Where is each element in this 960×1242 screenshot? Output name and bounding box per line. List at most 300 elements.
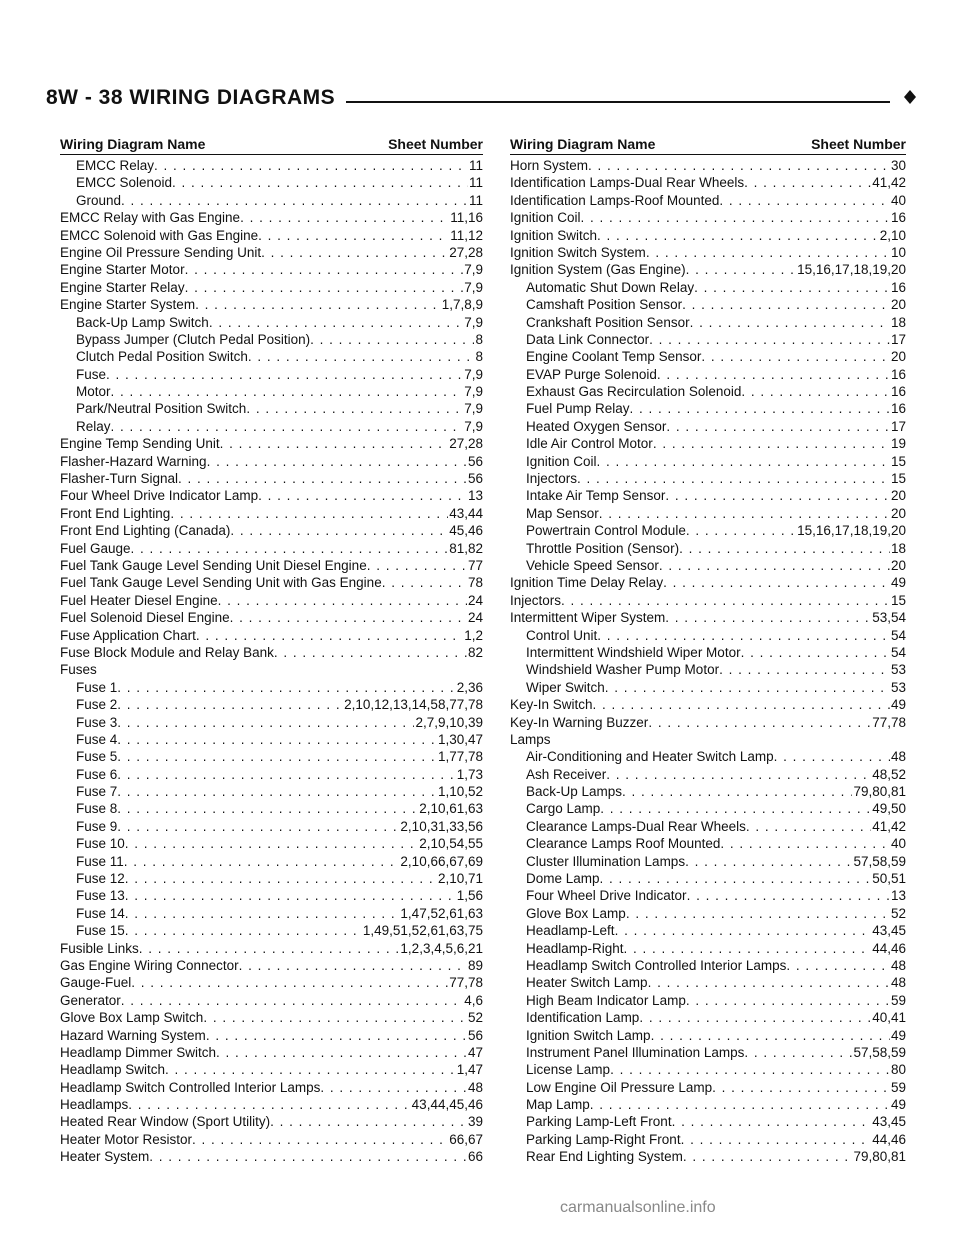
entry-name: Identification Lamps-Roof Mounted — [510, 192, 720, 208]
entry-sheet-numbers: 81,82 — [449, 540, 483, 556]
entry-sheet-numbers: 41,42 — [872, 175, 906, 191]
entry-name: Engine Starter Motor — [60, 262, 185, 278]
entry-name: Fuse 3 — [76, 714, 118, 730]
index-entry — [60, 1010, 483, 1027]
entry-sheet-numbers: 66 — [467, 1149, 483, 1165]
dot-leader — [117, 784, 437, 799]
index-entry — [60, 436, 483, 453]
dot-leader — [577, 471, 890, 486]
index-entry — [510, 1114, 906, 1131]
entry-name: Fuse 4 — [76, 731, 118, 747]
entry-sheet-numbers: 77,78 — [449, 975, 483, 991]
index-entry — [510, 1149, 906, 1166]
entry-sheet-numbers: 41,42 — [872, 818, 906, 834]
entry-sheet-numbers: 2,10,66,67,69 — [400, 853, 483, 869]
entry-name: Instrument Panel Illumination Lamps — [526, 1044, 745, 1060]
index-entry — [60, 1080, 483, 1097]
page-header — [46, 86, 920, 116]
dot-leader — [561, 593, 890, 608]
entry-sheet-numbers: 15 — [890, 471, 906, 487]
dot-leader — [117, 749, 437, 764]
entry-name: Headlamps — [60, 1097, 129, 1113]
index-entry — [510, 384, 906, 401]
dot-leader — [746, 819, 871, 834]
entry-sheet-numbers: 1,73 — [456, 766, 483, 782]
entry-sheet-numbers: 79,80,81 — [853, 1149, 906, 1165]
entry-name: Headlamp-Right — [526, 940, 624, 956]
index-entry — [60, 523, 483, 540]
dot-leader — [659, 558, 890, 573]
entry-sheet-numbers: 40 — [890, 836, 906, 852]
entry-sheet-numbers: 79,80,81 — [853, 784, 906, 800]
index-entry — [510, 801, 906, 818]
index-entry — [510, 1132, 906, 1149]
dot-leader — [665, 610, 871, 625]
entry-name: Ignition Coil — [510, 210, 581, 226]
index-entry — [510, 854, 906, 871]
dot-leader — [685, 854, 852, 869]
entry-name: Dome Lamp — [526, 871, 600, 887]
index-entry — [510, 993, 906, 1010]
dot-leader — [600, 871, 872, 886]
entry-sheet-numbers: 20 — [890, 488, 906, 504]
entry-name: Fuse 1 — [76, 679, 118, 695]
index-entry — [60, 349, 483, 366]
entry-sheet-numbers: 45,46 — [449, 523, 483, 539]
entry-sheet-numbers: 7,9 — [464, 418, 483, 434]
dot-leader — [646, 245, 890, 260]
index-entry — [60, 280, 483, 297]
index-entry — [510, 1062, 906, 1079]
index-entry — [510, 558, 906, 575]
dot-leader — [185, 262, 464, 277]
entry-name: Powertrain Control Module — [526, 523, 686, 539]
index-entry — [60, 401, 483, 418]
entry-sheet-numbers: 1,47 — [456, 1062, 483, 1078]
dot-leader — [248, 349, 475, 364]
entry-sheet-numbers: 1,49,51,52,61,63,75 — [362, 923, 483, 939]
entry-name: Fuse 2 — [76, 697, 118, 713]
entry-name: Headlamp-Left — [526, 923, 615, 939]
dot-leader — [220, 436, 449, 451]
index-entry — [60, 993, 483, 1010]
entry-name: Front End Lighting (Canada) — [60, 523, 231, 539]
entry-sheet-numbers: 53 — [890, 679, 906, 695]
entry-name: Key-In Warning Buzzer — [510, 714, 649, 730]
entry-name: Key-In Switch — [510, 697, 593, 713]
entry-name: Cargo Lamp — [526, 801, 601, 817]
index-entry — [60, 941, 483, 958]
dot-leader — [712, 1080, 890, 1095]
index-entry — [510, 297, 906, 314]
dot-leader — [665, 488, 890, 503]
dot-leader — [744, 175, 871, 190]
entry-name: Fusible Links — [60, 940, 139, 956]
dot-leader — [615, 923, 872, 938]
dot-leader — [178, 471, 467, 486]
entry-name: EMCC Solenoid — [76, 175, 173, 191]
index-entry — [60, 175, 483, 192]
entry-sheet-numbers: 54 — [890, 644, 906, 660]
index-entry — [510, 228, 906, 245]
index-entry — [510, 697, 906, 714]
column-heading — [510, 134, 906, 155]
dot-leader — [117, 801, 418, 816]
index-entry — [60, 680, 483, 697]
entry-sheet-numbers: 20 — [890, 349, 906, 365]
entry-sheet-numbers: 24 — [467, 610, 483, 626]
entry-name: Rear End Lighting System — [526, 1149, 683, 1165]
entry-sheet-numbers: 2,10,12,13,14,58,77,78 — [344, 697, 483, 713]
entry-sheet-numbers: 24 — [467, 592, 483, 608]
dot-leader — [117, 819, 399, 834]
index-entry — [60, 1114, 483, 1131]
dot-leader — [653, 436, 890, 451]
entry-name: Ignition Switch Lamp — [526, 1027, 651, 1043]
dot-leader — [694, 280, 890, 295]
index-entry — [60, 975, 483, 992]
index-entry — [510, 315, 906, 332]
index-entry — [60, 645, 483, 662]
dot-leader — [111, 384, 464, 399]
dot-leader — [258, 228, 449, 243]
entry-name: Flasher-Turn Signal — [60, 471, 179, 487]
index-entry — [60, 958, 483, 975]
index-entry — [60, 888, 483, 905]
entry-sheet-numbers: 44,46 — [872, 1131, 906, 1147]
index-entry — [510, 767, 906, 784]
dot-leader — [117, 715, 414, 730]
index-entry — [510, 210, 906, 227]
entry-name: Headlamp Dimmer Switch — [60, 1044, 217, 1060]
entry-sheet-numbers: 7,9 — [464, 262, 483, 278]
dot-leader — [310, 332, 474, 347]
entry-sheet-numbers: 50,51 — [872, 871, 906, 887]
entry-sheet-numbers: 54 — [890, 627, 906, 643]
entry-sheet-numbers: 13 — [890, 888, 906, 904]
entry-list — [510, 158, 906, 1167]
dot-leader — [117, 697, 343, 712]
entry-name: Glove Box Lamp Switch — [60, 1010, 204, 1026]
entry-name: Map Lamp — [526, 1097, 590, 1113]
heading-sheet-number: Sheet Number — [811, 136, 906, 152]
entry-sheet-numbers: 10 — [890, 244, 906, 260]
dot-leader — [230, 610, 467, 625]
entry-sheet-numbers: 49 — [890, 1027, 906, 1043]
index-entry — [60, 575, 483, 592]
index-entry — [60, 471, 483, 488]
dot-leader — [125, 871, 437, 886]
dot-leader — [597, 628, 890, 643]
dot-leader — [149, 1149, 467, 1164]
dot-leader — [679, 541, 890, 556]
entry-sheet-numbers: 7,9 — [464, 279, 483, 295]
entry-sheet-numbers: 7,9 — [464, 366, 483, 382]
entry-name: Generator — [60, 992, 121, 1008]
dot-leader — [125, 836, 418, 851]
entry-name: Heater Motor Resistor — [60, 1131, 193, 1147]
entry-sheet-numbers: 47 — [467, 1044, 483, 1060]
page-title: 8W - 38 WIRING DIAGRAMS — [46, 86, 336, 109]
entry-name: Vehicle Speed Sensor — [526, 557, 659, 573]
index-entry — [60, 297, 483, 314]
entry-name: Camshaft Position Sensor — [526, 297, 683, 313]
index-entry — [510, 1097, 906, 1114]
entry-name: Heater System — [60, 1149, 150, 1165]
entry-name: Fuel Tank Gauge Level Sending Unit Diesel Engine — [60, 557, 367, 573]
entry-sheet-numbers: 15 — [890, 592, 906, 608]
entry-name: EVAP Purge Solenoid — [526, 366, 657, 382]
entry-name: Gauge-Fuel — [60, 975, 132, 991]
entry-name: EMCC Relay with Gas Engine — [60, 210, 241, 226]
entry-sheet-numbers: 53,54 — [872, 610, 906, 626]
entry-sheet-numbers: 30 — [890, 158, 906, 173]
entry-name: Fuel Gauge — [60, 540, 131, 556]
heading-sheet-number: Sheet Number — [388, 136, 483, 152]
entry-name: Ground — [76, 192, 122, 208]
entry-sheet-numbers: 77 — [467, 557, 483, 573]
dot-leader — [741, 645, 890, 660]
entry-sheet-numbers: 16 — [890, 366, 906, 382]
entry-sheet-numbers: 48,52 — [872, 766, 906, 782]
index-entry — [60, 1132, 483, 1149]
entry-name: Intake Air Temp Sensor — [526, 488, 666, 504]
index-entry — [510, 941, 906, 958]
heading-diagram-name: Wiring Diagram Name — [510, 136, 656, 152]
dot-leader — [125, 888, 456, 903]
entry-sheet-numbers: 16 — [890, 401, 906, 417]
dot-leader — [195, 297, 441, 312]
entry-sheet-numbers: 52 — [890, 905, 906, 921]
index-entry — [510, 610, 906, 627]
entry-name: License Lamp — [526, 1062, 611, 1078]
dot-leader — [648, 715, 871, 730]
entry-name: Clutch Pedal Position Switch — [76, 349, 248, 365]
dot-leader — [125, 906, 400, 921]
dot-leader — [719, 193, 890, 208]
index-entry — [60, 454, 483, 471]
dot-leader — [117, 680, 455, 695]
dot-leader — [117, 767, 455, 782]
heading-diagram-name: Wiring Diagram Name — [60, 136, 206, 152]
entry-name: Control Unit — [526, 627, 598, 643]
entry-name: Identification Lamps-Dual Rear Wheels — [510, 175, 745, 191]
index-entry — [510, 454, 906, 471]
dot-leader — [597, 228, 879, 243]
dot-leader — [192, 1132, 448, 1147]
entry-sheet-numbers: 7,9 — [464, 314, 483, 330]
entry-name: Fuse 9 — [76, 818, 118, 834]
entry-name: Fuse 6 — [76, 766, 118, 782]
dot-leader — [651, 1028, 890, 1043]
index-entry — [510, 436, 906, 453]
index-entry — [60, 784, 483, 801]
entry-sheet-numbers: 89 — [467, 957, 483, 973]
index-entry — [510, 871, 906, 888]
index-entry — [510, 262, 906, 279]
dot-leader — [590, 1097, 890, 1112]
index-entry — [510, 367, 906, 384]
dot-leader — [600, 801, 871, 816]
entry-sheet-numbers: 66,67 — [449, 1131, 483, 1147]
index-entry — [60, 158, 483, 175]
entry-name: Fuel Solenoid Diesel Engine — [60, 610, 230, 626]
entry-name: Park/Neutral Position Switch — [76, 401, 247, 417]
entry-name: Heater Switch Lamp — [526, 975, 648, 991]
entry-name: Fuse Block Module and Relay Bank — [60, 644, 274, 660]
entry-name: Flasher-Hazard Warning — [60, 453, 207, 469]
entry-sheet-numbers: 17 — [890, 331, 906, 347]
entry-name: Fuse 13 — [76, 888, 125, 904]
index-entry — [60, 1062, 483, 1079]
dot-leader — [128, 1097, 410, 1112]
entry-name: Fuse Application Chart — [60, 627, 196, 643]
dot-leader — [666, 419, 890, 434]
entry-sheet-numbers: 48 — [890, 975, 906, 991]
entry-sheet-numbers: 2,10,31,33,56 — [400, 818, 483, 834]
dot-leader — [239, 958, 467, 973]
entry-name: Intermittent Wiper System — [510, 610, 666, 626]
dot-leader — [741, 384, 890, 399]
entry-name: Engine Oil Pressure Sending Unit — [60, 244, 262, 260]
entry-sheet-numbers: 43,45 — [872, 923, 906, 939]
dot-leader — [624, 941, 872, 956]
index-entry — [60, 1149, 483, 1166]
entry-name: Four Wheel Drive Indicator Lamp — [60, 488, 259, 504]
entry-name: Fuse 11 — [76, 853, 124, 869]
entry-sheet-numbers: 56 — [467, 1027, 483, 1043]
entry-name: Fuel Pump Relay — [526, 401, 630, 417]
index-entry — [60, 419, 483, 436]
entry-sheet-numbers: 16 — [890, 384, 906, 400]
entry-name: Parking Lamp-Left Front — [526, 1114, 672, 1130]
entry-sheet-numbers: 11,16 — [450, 210, 483, 226]
entry-name: Air-Conditioning and Heater Switch Lamp — [526, 749, 774, 765]
index-entry — [510, 280, 906, 297]
index-entry — [510, 193, 906, 210]
entry-name: Fuse 10 — [76, 836, 125, 852]
index-entry — [60, 819, 483, 836]
entry-name: Wiper Switch — [526, 679, 605, 695]
dot-leader — [207, 454, 467, 469]
index-entry — [510, 541, 906, 558]
dot-leader — [588, 158, 890, 173]
dot-leader — [701, 349, 890, 364]
entry-sheet-numbers: 20 — [890, 297, 906, 313]
entry-name: Clearance Lamps-Dual Rear Wheels — [526, 818, 746, 834]
entry-sheet-numbers: 15,16,17,18,19,20 — [797, 262, 906, 278]
dot-leader — [170, 506, 448, 521]
entry-name: Low Engine Oil Pressure Lamp — [526, 1079, 713, 1095]
dot-leader — [648, 975, 890, 990]
entry-sheet-numbers: 18 — [890, 314, 906, 330]
entry-sheet-numbers: 1,2 — [464, 627, 483, 643]
dot-leader — [682, 297, 890, 312]
entry-name: Heated Oxygen Sensor — [526, 418, 667, 434]
index-entry — [60, 262, 483, 279]
entry-sheet-numbers: 20 — [890, 505, 906, 521]
index-entry — [510, 506, 906, 523]
index-entry — [60, 749, 483, 766]
index-entry — [60, 228, 483, 245]
index-entry — [510, 349, 906, 366]
dot-leader — [196, 628, 463, 643]
entry-name: Clearance Lamps Roof Mounted — [526, 836, 721, 852]
entry-sheet-numbers: 2,10 — [879, 227, 906, 243]
dot-leader — [786, 958, 890, 973]
dot-leader — [774, 749, 890, 764]
index-entry — [60, 836, 483, 853]
index-entry — [510, 662, 906, 679]
entry-sheet-numbers: 11 — [468, 192, 483, 208]
entry-name: Heated Rear Window (Sport Utility) — [60, 1114, 271, 1130]
entry-sheet-numbers: 2,36 — [456, 679, 483, 695]
entry-name: Headlamp Switch Controlled Interior Lamps — [526, 957, 787, 973]
entry-sheet-numbers: 1,77,78 — [437, 749, 483, 765]
entry-name: Fuses — [60, 662, 97, 678]
dot-leader — [382, 575, 467, 590]
index-entry — [510, 680, 906, 697]
dot-leader — [657, 367, 890, 382]
dot-leader — [216, 1045, 467, 1060]
entry-sheet-numbers: 2,10,54,55 — [419, 836, 483, 852]
entry-sheet-numbers: 15 — [890, 453, 906, 469]
dot-leader — [606, 767, 871, 782]
index-column-left — [60, 134, 483, 1167]
dot-leader — [719, 662, 890, 677]
entry-name: Gas Engine Wiring Connector — [60, 957, 239, 973]
entry-sheet-numbers: 48 — [890, 749, 906, 765]
dot-leader — [185, 280, 464, 295]
entry-sheet-numbers: 8 — [475, 331, 483, 347]
index-entry — [510, 1028, 906, 1045]
entry-sheet-numbers: 2,7,9,10,39 — [415, 714, 483, 730]
index-entry — [510, 732, 906, 749]
index-entry — [510, 401, 906, 418]
index-entry — [510, 836, 906, 853]
index-entry — [60, 210, 483, 227]
index-column-right — [510, 134, 906, 1167]
dot-leader — [124, 854, 400, 869]
index-entry — [60, 1028, 483, 1045]
entry-name: EMCC Solenoid with Gas Engine — [60, 227, 259, 243]
entry-sheet-numbers: 49 — [890, 1097, 906, 1113]
entry-name: Ignition Coil — [526, 453, 597, 469]
dot-leader — [367, 558, 467, 573]
index-entry — [510, 645, 906, 662]
entry-name: Fuse — [76, 366, 107, 382]
entry-name: Windshield Washer Pump Motor — [526, 662, 720, 678]
dot-leader — [686, 993, 890, 1008]
index-entry — [60, 384, 483, 401]
entry-sheet-numbers: 56 — [467, 453, 483, 469]
entry-sheet-numbers: 43,45 — [872, 1114, 906, 1130]
index-entry — [510, 593, 906, 610]
entry-name: Crankshaft Position Sensor — [526, 314, 690, 330]
dot-leader — [672, 1114, 872, 1129]
entry-name: EMCC Relay — [76, 158, 155, 173]
index-entry — [510, 906, 906, 923]
entry-name: Ignition Switch System — [510, 244, 646, 260]
index-entry — [60, 871, 483, 888]
dot-leader — [258, 488, 467, 503]
entry-list — [60, 158, 483, 1167]
column-heading — [60, 134, 483, 155]
dot-leader — [172, 175, 468, 190]
index-entry — [60, 715, 483, 732]
dot-leader — [610, 1062, 890, 1077]
entry-name: Cluster Illumination Lamps — [526, 853, 686, 869]
